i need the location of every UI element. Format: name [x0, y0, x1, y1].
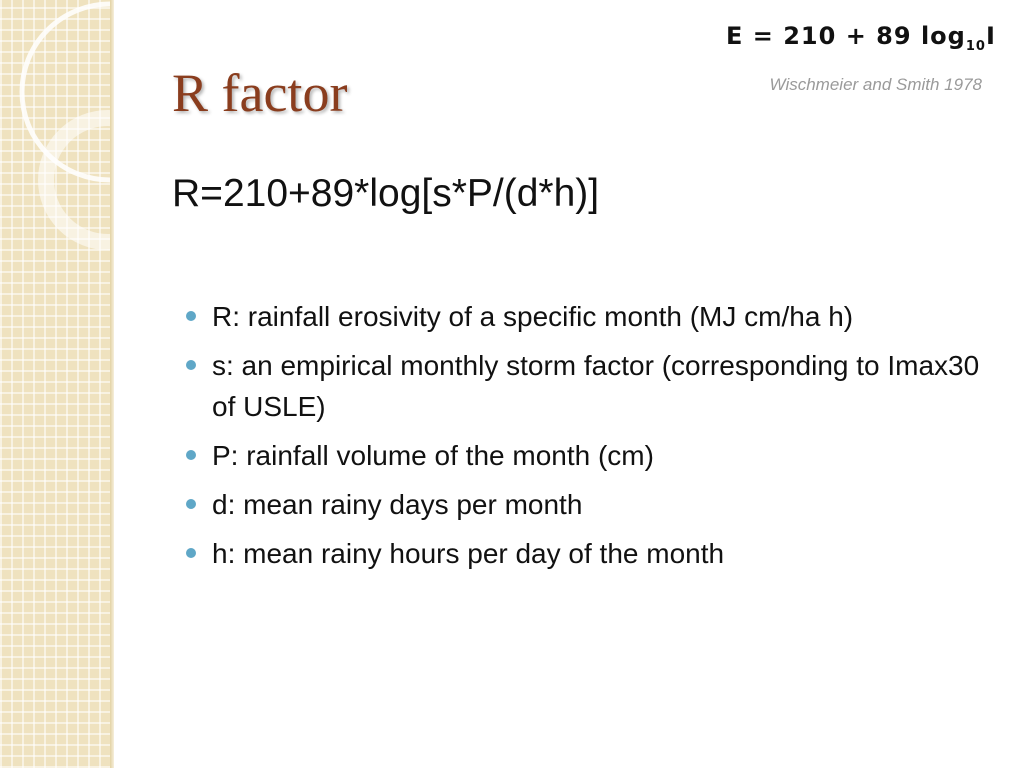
side-panel-edge	[110, 0, 114, 768]
formula-coefficient: 89	[876, 22, 912, 50]
bullet-dot-icon	[186, 499, 196, 509]
bullet-dot-icon	[186, 360, 196, 370]
bullet-item	[186, 484, 986, 525]
bullet-dot-icon	[186, 450, 196, 460]
decorative-side-panel	[0, 0, 114, 768]
slide-title: R factor	[172, 63, 348, 123]
decorative-rings	[0, 0, 114, 768]
bullet-item	[186, 296, 986, 337]
formula-constant: 210	[783, 22, 837, 50]
bullet-text: h: mean rainy hours per day of the month	[212, 538, 725, 569]
source-formula-image	[726, 22, 996, 54]
formula-plus: +	[845, 22, 867, 50]
equation: R=210+89*log[s*P/(d*h)]	[172, 172, 600, 215]
formula-arg: I	[985, 22, 996, 50]
bullet-text: d: mean rainy days per month	[212, 489, 583, 520]
bullet-item	[186, 435, 986, 476]
formula-lhs: E	[726, 22, 744, 50]
bullet-dot-icon	[186, 311, 196, 321]
bullet-text: P: rainfall volume of the month (cm)	[212, 440, 654, 471]
bullet-item	[186, 533, 986, 574]
formula-equals: =	[752, 22, 774, 50]
citation: Wischmeier and Smith 1978	[769, 75, 982, 94]
bullet-item	[186, 345, 986, 427]
formula-log-base: 10	[965, 38, 986, 54]
bullet-text: R: rainfall erosivity of a specific month (MJ cm/ha h)	[212, 301, 854, 332]
bullet-list	[186, 296, 986, 582]
formula-log: log	[920, 22, 966, 50]
bullet-text: s: an empirical monthly storm factor (corresponding to Imax30 of USLE)	[212, 350, 980, 422]
bullet-dot-icon	[186, 548, 196, 558]
